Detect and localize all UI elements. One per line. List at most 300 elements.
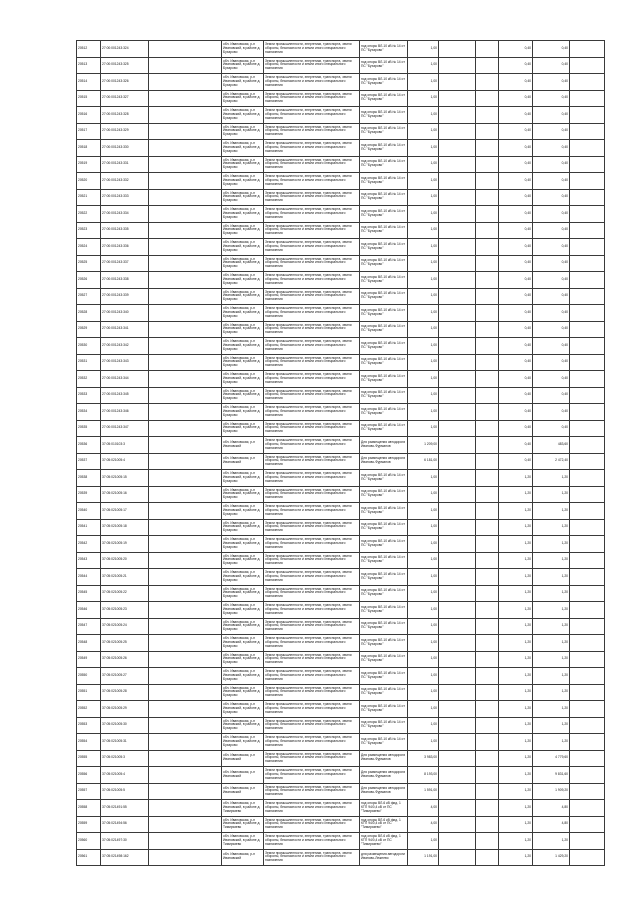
empty-cell [570,305,605,322]
permitted-use: под опоры ВЛ-10 кВ № 14 от ПС "Бухарово" [360,569,408,586]
rate-value: 0,40 [499,420,533,437]
empty-cell [439,800,476,817]
amount-value: 0,40 [533,321,570,338]
row-number: 20519 [77,156,101,173]
permitted-use: под опоры ВЛ-10 кВ № 14 от ПС "Бухарово" [360,536,408,553]
amount-value: 1,20 [533,651,570,668]
cadastral-number: 27:00:001243:326 [101,74,149,91]
empty-cell [476,651,499,668]
empty-cell [570,816,605,833]
rate-value: 0,40 [499,354,533,371]
parcel-address: обл. Ивановская, р-н Ивановский, в районе д. Бухарово [222,90,264,107]
empty-cell [476,288,499,305]
rate-value: 1,20 [499,503,533,520]
empty-cell [476,717,499,734]
parcel-area: 1,00 [408,321,439,338]
parcel-area: 1,00 [408,585,439,602]
row-number: 20525 [77,255,101,272]
empty-cell [570,684,605,701]
empty-cell [439,668,476,685]
parcel-address: обл. Ивановская, р-н Ивановский, в районе д. Бухарово [222,288,264,305]
amount-value: 2 472,40 [533,453,570,470]
table-row [77,800,605,817]
empty-cell [476,833,499,850]
empty-cell [149,602,222,619]
row-number: 20534 [77,404,101,421]
empty-cell [476,140,499,157]
empty-cell [439,519,476,536]
table-row [77,767,605,784]
land-category: Земли промышленности, энергетики, транспорта, земли обороны, безопасности и земли иного специального назначения [264,519,360,536]
parcel-address: обл. Ивановская, р-н Ивановский, в районе д. Бухарово [222,486,264,503]
empty-cell [570,140,605,157]
table-row [77,156,605,173]
empty-cell [149,437,222,454]
parcel-area: 1,00 [408,255,439,272]
empty-cell [149,338,222,355]
rate-value: 1,20 [499,734,533,751]
table-row [77,140,605,157]
empty-cell [476,272,499,289]
empty-cell [149,173,222,190]
empty-cell [439,816,476,833]
parcel-area: 1,00 [408,90,439,107]
rate-value: 0,40 [499,453,533,470]
row-number: 20551 [77,684,101,701]
empty-cell [439,701,476,718]
parcel-area: 4,00 [408,800,439,817]
rate-value: 1,20 [499,519,533,536]
amount-value: 0,40 [533,206,570,223]
permitted-use: под опоры ВЛ-10 кВ № 14 от ПС "Бухарово" [360,156,408,173]
rate-value: 0,40 [499,107,533,124]
row-number: 20531 [77,354,101,371]
rate-value: 0,40 [499,173,533,190]
rate-value: 1,20 [499,585,533,602]
row-number: 20526 [77,272,101,289]
empty-cell [149,140,222,157]
parcel-area: 1,00 [408,57,439,74]
permitted-use: под опоры ВЛ-10 кВ № 14 от ПС "Бухарово" [360,717,408,734]
parcel-area: 1,00 [408,420,439,437]
cadastral-number: 27:00:001243:346 [101,404,149,421]
empty-cell [570,470,605,487]
empty-cell [149,552,222,569]
amount-value: 0,40 [533,420,570,437]
cadastral-number: 27:00:001243:340 [101,305,149,322]
amount-value: 0,40 [533,288,570,305]
permitted-use: под опоры ВЛ-10 кВ № 14 от ПС "Бухарово" [360,618,408,635]
land-category: Земли промышленности, энергетики, транспорта, земли обороны, безопасности и земли иного специального назначения [264,684,360,701]
empty-cell [570,288,605,305]
cadastral-number: 37:05:021005:18 [101,519,149,536]
cadastral-number: 37:05:021005:4 [101,453,149,470]
parcel-address: обл. Ивановская, р-н Ивановский, в районе д. Бухарово [222,404,264,421]
parcel-address: обл. Ивановская, р-н Ивановский [222,849,264,866]
empty-cell [439,90,476,107]
rate-value: 1,20 [499,767,533,784]
empty-cell [476,668,499,685]
parcel-area: 1,00 [408,470,439,487]
empty-cell [149,41,222,58]
parcel-area: 1,00 [408,74,439,91]
cadastral-number: 27:00:001243:332 [101,173,149,190]
empty-cell [149,74,222,91]
row-number: 20513 [77,57,101,74]
parcel-address: обл. Ивановская, р-н Ивановский, в районе д. Бухарово [222,156,264,173]
empty-cell [476,552,499,569]
rate-value: 0,40 [499,387,533,404]
rate-value: 1,20 [499,800,533,817]
row-number: 20550 [77,668,101,685]
empty-cell [439,222,476,239]
row-number: 20561 [77,849,101,866]
empty-cell [476,503,499,520]
empty-cell [439,272,476,289]
permitted-use: Для размещения автодороги Иваново-Фурманов [360,750,408,767]
permitted-use: под опоры ВЛ-10 кВ № 14 от ПС "Бухарово" [360,338,408,355]
cadastral-number: 27:00:001243:343 [101,354,149,371]
empty-cell [570,717,605,734]
empty-cell [439,288,476,305]
parcel-address: обл. Ивановская, р-н Ивановский, в районе д. Бухарово [222,569,264,586]
empty-cell [439,684,476,701]
parcel-area: 1,00 [408,189,439,206]
rate-value: 1,20 [499,470,533,487]
parcel-area: 1,00 [408,222,439,239]
parcel-address: обл. Ивановская, р-н Ивановский, в районе д. Бухарово [222,107,264,124]
rate-value: 1,20 [499,717,533,734]
land-category: Земли промышленности, энергетики, транспорта, земли обороны, безопасности и земли иного специального назначения [264,536,360,553]
rate-value: 0,40 [499,156,533,173]
empty-cell [570,536,605,553]
empty-cell [476,387,499,404]
cadastral-number: 37:05:021005:26 [101,651,149,668]
rate-value: 0,40 [499,338,533,355]
permitted-use: под опоры ВЛ-10 кВ № 14 от ПС "Бухарово" [360,519,408,536]
empty-cell [149,585,222,602]
land-category: Земли промышленности, энергетики, транспорта, земли обороны, безопасности и земли иного специального назначения [264,668,360,685]
empty-cell [476,486,499,503]
parcel-area: 1,00 [408,41,439,58]
empty-cell [149,767,222,784]
empty-cell [439,734,476,751]
empty-cell [570,90,605,107]
empty-cell [570,387,605,404]
row-number: 20552 [77,701,101,718]
empty-cell [439,602,476,619]
cadastral-number: 27:00:001243:329 [101,123,149,140]
parcel-address: обл. Ивановская, р-н Ивановский, в районе д. Бухарово [222,503,264,520]
table-row [77,189,605,206]
permitted-use: под опоры ВЛ-6 кВ фид. 1 КТП 94/0,4 кВ от ПС "Тимирязево" [360,833,408,850]
rate-value: 1,20 [499,536,533,553]
parcel-address: обл. Ивановская, р-н Ивановский, в районе д. Бухарово [222,239,264,256]
row-number: 20544 [77,569,101,586]
empty-cell [476,470,499,487]
empty-cell [439,453,476,470]
empty-cell [570,767,605,784]
permitted-use: под опоры ВЛ-10 кВ № 14 от ПС "Бухарово" [360,371,408,388]
cadastral-number: 27:00:001243:330 [101,140,149,157]
empty-cell [149,288,222,305]
empty-cell [149,734,222,751]
empty-cell [570,734,605,751]
permitted-use: под опоры ВЛ-10 кВ № 14 от ПС "Бухарово" [360,354,408,371]
empty-cell [149,536,222,553]
parcel-address: обл. Ивановская, р-н Ивановский, в районе д. Бухарово [222,717,264,734]
empty-cell [476,338,499,355]
empty-cell [439,140,476,157]
parcel-area: 1,00 [408,156,439,173]
rate-value: 0,40 [499,74,533,91]
rate-value: 1,20 [499,618,533,635]
land-category: Земли промышленности, энергетики, транспорта, земли обороны, безопасности и земли иного специального назначения [264,387,360,404]
rate-value: 1,20 [499,833,533,850]
rate-value: 1,20 [499,816,533,833]
empty-cell [439,717,476,734]
rate-value: 1,20 [499,701,533,718]
empty-cell [149,404,222,421]
land-category: Земли промышленности, энергетики, транспорта, земли обороны, безопасности и земли иного специального назначения [264,140,360,157]
land-category: Земли промышленности, энергетики, транспорта, земли обороны, безопасности и земли иного специального назначения [264,437,360,454]
empty-cell [570,569,605,586]
parcel-address: обл. Ивановская, р-н Ивановский, в районе д. Бухарово [222,602,264,619]
parcel-address: обл. Ивановская, р-н Ивановский [222,750,264,767]
empty-cell [570,437,605,454]
cadastral-number: 37:05:010103:3 [101,437,149,454]
permitted-use: под опоры ВЛ-10 кВ № 14 от ПС "Бухарово" [360,239,408,256]
row-number: 20529 [77,321,101,338]
rate-value: 1,20 [499,486,533,503]
land-category: Земли промышленности, энергетики, транспорта, земли обороны, безопасности и земли иного специального назначения [264,849,360,866]
parcel-area: 1,00 [408,552,439,569]
empty-cell [476,585,499,602]
empty-cell [439,833,476,850]
table-row [77,849,605,866]
amount-value: 0,40 [533,305,570,322]
cadastral-number: 37:05:021005:19 [101,536,149,553]
row-number: 20532 [77,371,101,388]
row-number: 20558 [77,800,101,817]
empty-cell [439,305,476,322]
parcel-area: 1,00 [408,387,439,404]
table-row [77,107,605,124]
land-category: Земли промышленности, энергетики, транспорта, земли обороны, безопасности и земли иного специального назначения [264,156,360,173]
empty-cell [476,420,499,437]
cadastral-number: 37:05:021497:30 [101,833,149,850]
amount-value: 0,40 [533,371,570,388]
land-category: Земли промышленности, энергетики, транспорта, земли обороны, безопасности и земли иного специального назначения [264,371,360,388]
table-row [77,519,605,536]
rate-value: 1,20 [499,668,533,685]
row-number: 20547 [77,618,101,635]
amount-value: 1,20 [533,701,570,718]
parcel-area: 1,00 [408,701,439,718]
parcel-area: 1,00 [408,206,439,223]
cadastral-number: 27:00:001243:342 [101,338,149,355]
empty-cell [439,239,476,256]
row-number: 20522 [77,206,101,223]
parcel-address: обл. Ивановская, р-н Ивановский, в районе д. Бухарово [222,305,264,322]
table-row [77,470,605,487]
table-row [77,74,605,91]
permitted-use: под опоры ВЛ-10 кВ № 14 от ПС "Бухарово" [360,651,408,668]
row-number: 20553 [77,717,101,734]
land-parcel-table [76,40,605,866]
empty-cell [439,420,476,437]
land-category: Земли промышленности, энергетики, транспорта, земли обороны, безопасности и земли иного специального назначения [264,486,360,503]
empty-cell [570,107,605,124]
cadastral-number: 37:05:021005:22 [101,585,149,602]
land-category: Земли промышленности, энергетики, транспорта, земли обороны, безопасности и земли иного специального назначения [264,816,360,833]
empty-cell [149,90,222,107]
table-row [77,255,605,272]
land-category: Земли промышленности, энергетики, транспорта, земли обороны, безопасности и земли иного специального назначения [264,420,360,437]
parcel-address: обл. Ивановская, р-н Ивановский, в районе д. Бухарово [222,635,264,652]
empty-cell [439,107,476,124]
table-row [77,288,605,305]
row-number: 20545 [77,585,101,602]
empty-cell [570,750,605,767]
parcel-area: 1,00 [408,354,439,371]
cadastral-number: 37:05:021005:17 [101,503,149,520]
cadastral-number: 37:05:021005:20 [101,552,149,569]
rate-value: 0,40 [499,305,533,322]
amount-value: 0,40 [533,156,570,173]
parcel-address: обл. Ивановская, р-н Ивановский [222,783,264,800]
empty-cell [439,74,476,91]
empty-cell [476,800,499,817]
empty-cell [439,387,476,404]
table-row [77,783,605,800]
amount-value: 0,40 [533,222,570,239]
amount-value: 0,40 [533,173,570,190]
empty-cell [149,717,222,734]
empty-cell [570,833,605,850]
table-row [77,173,605,190]
empty-cell [570,404,605,421]
rate-value: 0,40 [499,41,533,58]
amount-value: 0,40 [533,338,570,355]
cadastral-number: 27:00:001243:344 [101,371,149,388]
amount-value: 1,20 [533,519,570,536]
amount-value: 0,40 [533,57,570,74]
land-category: Земли промышленности, энергетики, транспорта, земли обороны, безопасности и земли иного специального назначения [264,90,360,107]
cadastral-number: 27:00:001243:334 [101,206,149,223]
empty-cell [570,420,605,437]
parcel-address: обл. Ивановская, р-н Ивановский, в районе д. Бухарово [222,371,264,388]
table-row [77,552,605,569]
table-row [77,371,605,388]
empty-cell [570,123,605,140]
row-number: 20533 [77,387,101,404]
parcel-address: обл. Ивановская, р-н Ивановский, в районе д. Бухарово [222,618,264,635]
parcel-address: обл. Ивановская, р-н Ивановский, в районе д. Бухарово [222,470,264,487]
empty-cell [570,189,605,206]
row-number: 20515 [77,90,101,107]
land-category: Земли промышленности, энергетики, транспорта, земли обороны, безопасности и земли иного специального назначения [264,74,360,91]
empty-cell [570,585,605,602]
cadastral-number: 27:00:001243:325 [101,57,149,74]
table-row [77,816,605,833]
empty-cell [570,618,605,635]
cadastral-number: 27:00:001243:327 [101,90,149,107]
parcel-area: 6 181,00 [408,453,439,470]
empty-cell [149,519,222,536]
empty-cell [476,57,499,74]
permitted-use: Для размещения автодороги Иваново-Фурманов [360,453,408,470]
land-category: Земли промышленности, энергетики, транспорта, земли обороны, безопасности и земли иного специального назначения [264,569,360,586]
empty-cell [570,321,605,338]
table-row [77,305,605,322]
table-row [77,635,605,652]
parcel-address: обл. Ивановская, р-н Ивановский, в районе д. Бухарово [222,173,264,190]
empty-cell [439,354,476,371]
land-category: Земли промышленности, энергетики, транспорта, земли обороны, безопасности и земли иного специального назначения [264,288,360,305]
empty-cell [476,107,499,124]
parcel-area: 1 191,00 [408,849,439,866]
permitted-use: под опоры ВЛ-10 кВ № 14 от ПС "Бухарово" [360,41,408,58]
permitted-use: под опоры ВЛ-10 кВ № 14 от ПС "Бухарово" [360,470,408,487]
cadastral-number: 27:00:001243:336 [101,239,149,256]
rate-value: 0,40 [499,57,533,74]
empty-cell [570,255,605,272]
empty-cell [439,651,476,668]
cadastral-number: 37:05:021005:4 [101,767,149,784]
empty-cell [570,272,605,289]
amount-value: 1 909,20 [533,783,570,800]
land-category: Земли промышленности, энергетики, транспорта, земли обороны, безопасности и земли иного специального назначения [264,239,360,256]
rate-value: 0,40 [499,272,533,289]
parcel-address: обл. Ивановская, р-н Ивановский, в районе д. Бухарово [222,585,264,602]
empty-cell [439,503,476,520]
table-row [77,453,605,470]
parcel-address: обл. Ивановская, р-н Ивановский, в районе д. Бухарово [222,57,264,74]
parcel-area: 1,00 [408,734,439,751]
amount-value: 1,20 [533,618,570,635]
cadastral-number: 27:00:001243:341 [101,321,149,338]
permitted-use: Для размещения автодороги Иваново-Фурманов [360,783,408,800]
empty-cell [476,602,499,619]
amount-value: 1,20 [533,503,570,520]
amount-value: 4,80 [533,816,570,833]
land-category: Земли промышленности, энергетики, транспорта, земли обороны, безопасности и земли иного специального назначения [264,750,360,767]
empty-cell [570,668,605,685]
row-number: 20521 [77,189,101,206]
permitted-use: под опоры ВЛ-10 кВ № 14 от ПС "Бухарово" [360,684,408,701]
amount-value: 483,60 [533,437,570,454]
cadastral-number: 37:05:021005:29 [101,701,149,718]
rate-value: 0,40 [499,123,533,140]
parcel-address: обл. Ивановская, р-н Ивановский [222,453,264,470]
cadastral-number: 37:05:021005:28 [101,684,149,701]
land-category: Земли промышленности, энергетики, транспорта, земли обороны, безопасности и земли иного специального назначения [264,321,360,338]
empty-cell [476,255,499,272]
empty-cell [149,305,222,322]
empty-cell [149,255,222,272]
row-number: 20520 [77,173,101,190]
rate-value: 0,40 [499,206,533,223]
cadastral-number: 27:00:001243:331 [101,156,149,173]
parcel-area: 1,00 [408,371,439,388]
empty-cell [570,635,605,652]
empty-cell [439,486,476,503]
empty-cell [149,420,222,437]
permitted-use: под опоры ВЛ-10 кВ № 14 от ПС "Бухарово" [360,585,408,602]
parcel-area: 1,00 [408,338,439,355]
row-number: 20530 [77,338,101,355]
